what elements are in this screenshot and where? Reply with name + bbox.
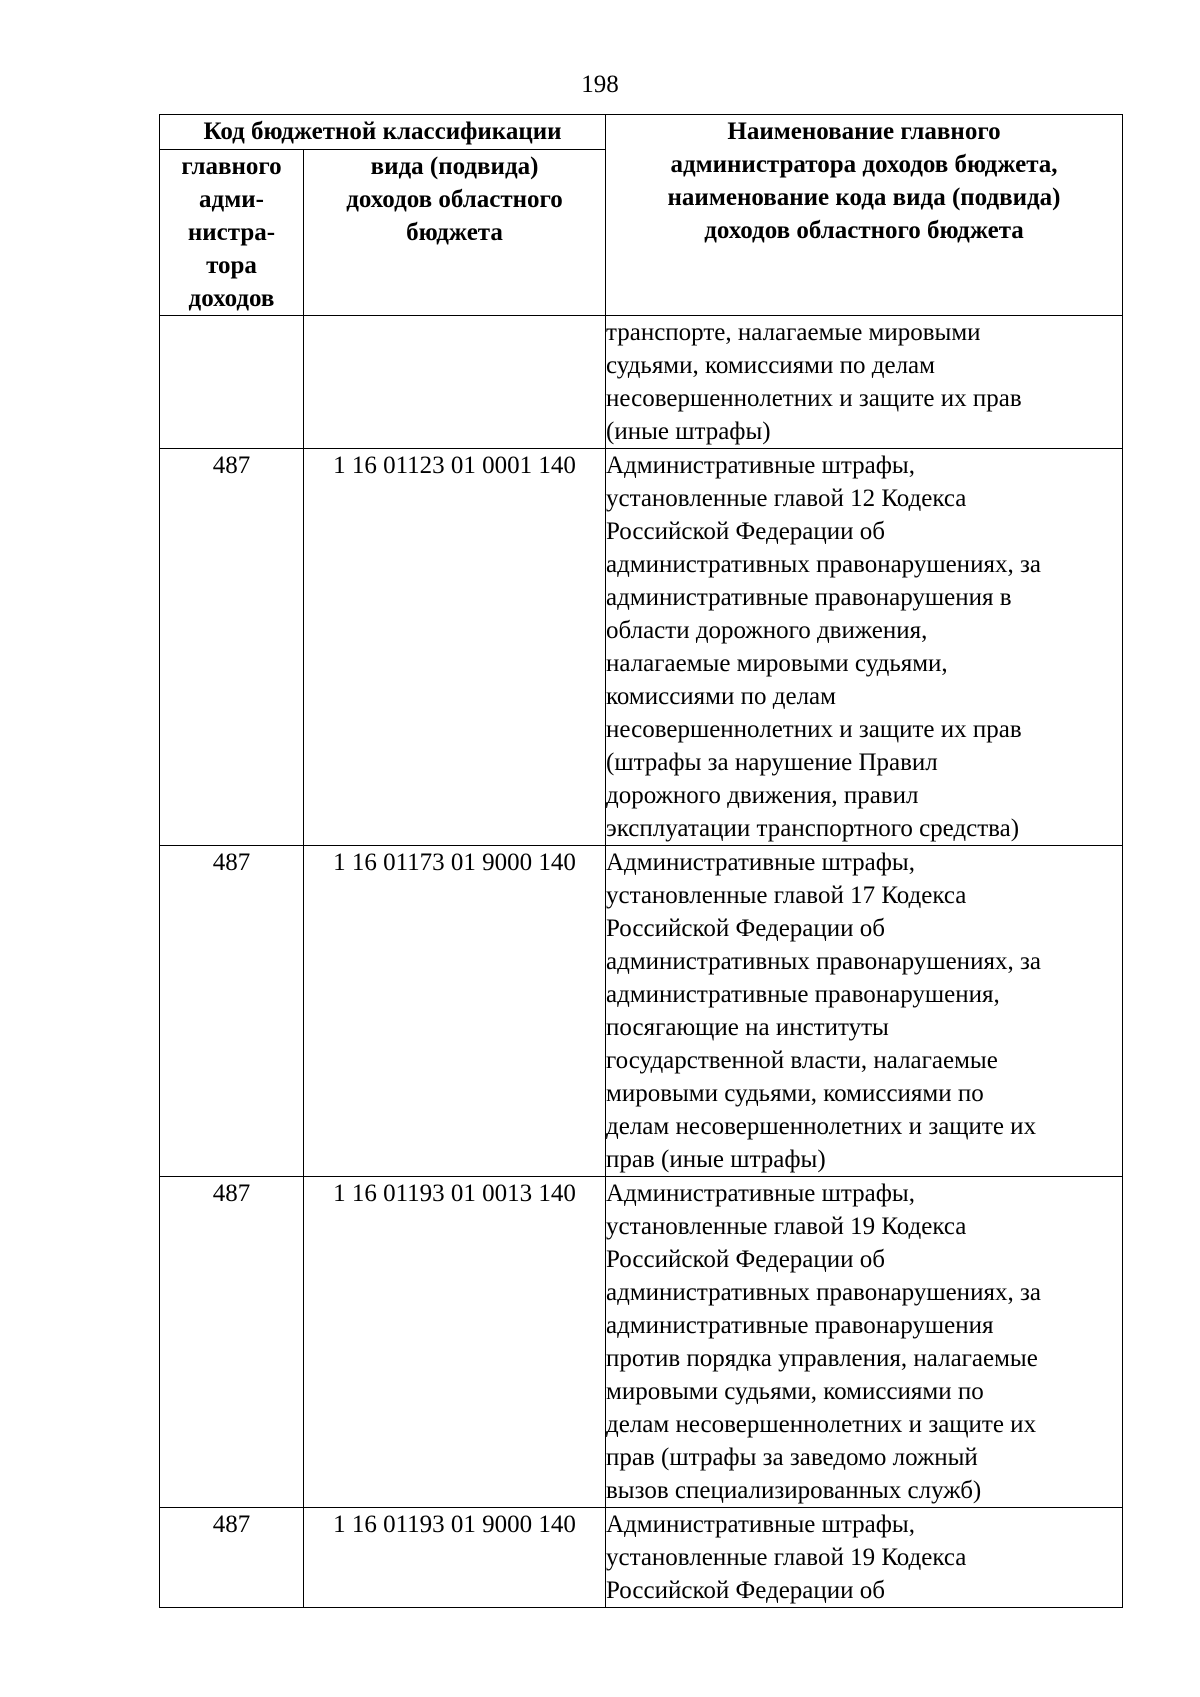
table-row (160, 846, 1123, 1177)
income-code-cell: 1 16 01123 01 0001 140 (304, 449, 606, 846)
header-income-line: бюджета (406, 219, 503, 246)
header-admin-line: нистра- (187, 219, 276, 246)
description-cell (606, 846, 1123, 1177)
header-name-line: Наименование главного (727, 118, 1001, 145)
description-line: установленные главой 12 Кодекса (606, 485, 967, 512)
table-row (160, 316, 1123, 449)
admin-code-cell: 487 (160, 1177, 304, 1508)
description-line: мировыми судьями, комиссиями по (606, 1080, 984, 1107)
income-code-cell: 1 16 01193 01 0013 140 (304, 1177, 606, 1508)
description-line: Российской Федерации об (606, 518, 885, 545)
header-income-line: доходов областного (346, 186, 563, 213)
table-body (160, 316, 1123, 1608)
header-name-line: администратора доходов бюджета, (670, 151, 1058, 178)
header-admin-line: главного (181, 153, 282, 180)
header-admin-column (160, 150, 304, 316)
income-code-cell (304, 316, 606, 449)
description-line: области дорожного движения, (606, 617, 928, 644)
description-line: делам несовершеннолетних и защите их (606, 1411, 1037, 1438)
table-row (160, 449, 1123, 846)
description-line: транспорте, налагаемые мировыми (606, 319, 981, 346)
income-code-cell: 1 16 01193 01 9000 140 (304, 1508, 606, 1608)
description-line: административных правонарушениях, за (606, 551, 1041, 578)
table-header (160, 115, 1123, 316)
description-line: (штрафы за нарушение Правил (606, 749, 938, 776)
description-line: административные правонарушения в (606, 584, 1012, 611)
description-line: административных правонарушениях, за (606, 1279, 1041, 1306)
description-line: несовершеннолетних и защите их прав (606, 716, 1022, 743)
description-line: Российской Федерации об (606, 915, 885, 942)
description-line: Российской Федерации об (606, 1577, 885, 1604)
admin-code-cell: 487 (160, 449, 304, 846)
table-row (160, 1177, 1123, 1508)
description-line: эксплуатации транспортного средства) (606, 815, 1020, 842)
table-row (160, 1508, 1123, 1608)
description-line: Административные штрафы, (606, 1180, 915, 1207)
budget-classification-table (159, 114, 1123, 1608)
description-cell (606, 1177, 1123, 1508)
description-line: установленные главой 19 Кодекса (606, 1544, 967, 1571)
header-admin-line: тора (206, 252, 257, 279)
header-name-column (606, 115, 1123, 316)
description-line: посягающие на институты (606, 1014, 889, 1041)
header-name-line: наименование кода вида (подвида) (667, 184, 1061, 211)
admin-code-cell: 487 (160, 846, 304, 1177)
header-income-type-column (304, 150, 606, 316)
description-line: мировыми судьями, комиссиями по (606, 1378, 984, 1405)
header-admin-line: доходов (188, 285, 275, 312)
description-line: административные правонарушения (606, 1312, 994, 1339)
description-line: Российской Федерации об (606, 1246, 885, 1273)
header-admin-line: адми- (199, 186, 264, 213)
description-line: государственной власти, налагаемые (606, 1047, 998, 1074)
description-line: комиссиями по делам (606, 683, 836, 710)
description-line: административные правонарушения, (606, 981, 1000, 1008)
description-line: дорожного движения, правил (606, 782, 919, 809)
description-line: делам несовершеннолетних и защите их (606, 1113, 1037, 1140)
income-code-cell: 1 16 01173 01 9000 140 (304, 846, 606, 1177)
header-income-line: вида (подвида) (370, 153, 539, 180)
header-code-group: Код бюджетной классификации (160, 115, 606, 150)
description-line: установленные главой 19 Кодекса (606, 1213, 967, 1240)
description-cell (606, 449, 1123, 846)
description-line: Административные штрафы, (606, 452, 915, 479)
description-line: Административные штрафы, (606, 849, 915, 876)
description-line: несовершеннолетних и защите их прав (606, 385, 1022, 412)
page-number: 198 (581, 71, 619, 98)
admin-code-cell: 487 (160, 1508, 304, 1608)
admin-code-cell (160, 316, 304, 449)
description-line: прав (иные штрафы) (606, 1146, 826, 1173)
description-cell (606, 316, 1123, 449)
description-line: прав (штрафы за заведомо ложный (606, 1444, 978, 1471)
description-line: установленные главой 17 Кодекса (606, 882, 967, 909)
description-line: (иные штрафы) (606, 418, 771, 445)
description-line: Административные штрафы, (606, 1511, 915, 1538)
description-line: административных правонарушениях, за (606, 948, 1041, 975)
description-line: налагаемые мировыми судьями, (606, 650, 948, 677)
description-line: вызов специализированных служб) (606, 1477, 982, 1504)
description-line: против порядка управления, налагаемые (606, 1345, 1038, 1372)
description-line: судьями, комиссиями по делам (606, 352, 935, 379)
description-cell (606, 1508, 1123, 1608)
header-name-line: доходов областного бюджета (704, 217, 1024, 244)
